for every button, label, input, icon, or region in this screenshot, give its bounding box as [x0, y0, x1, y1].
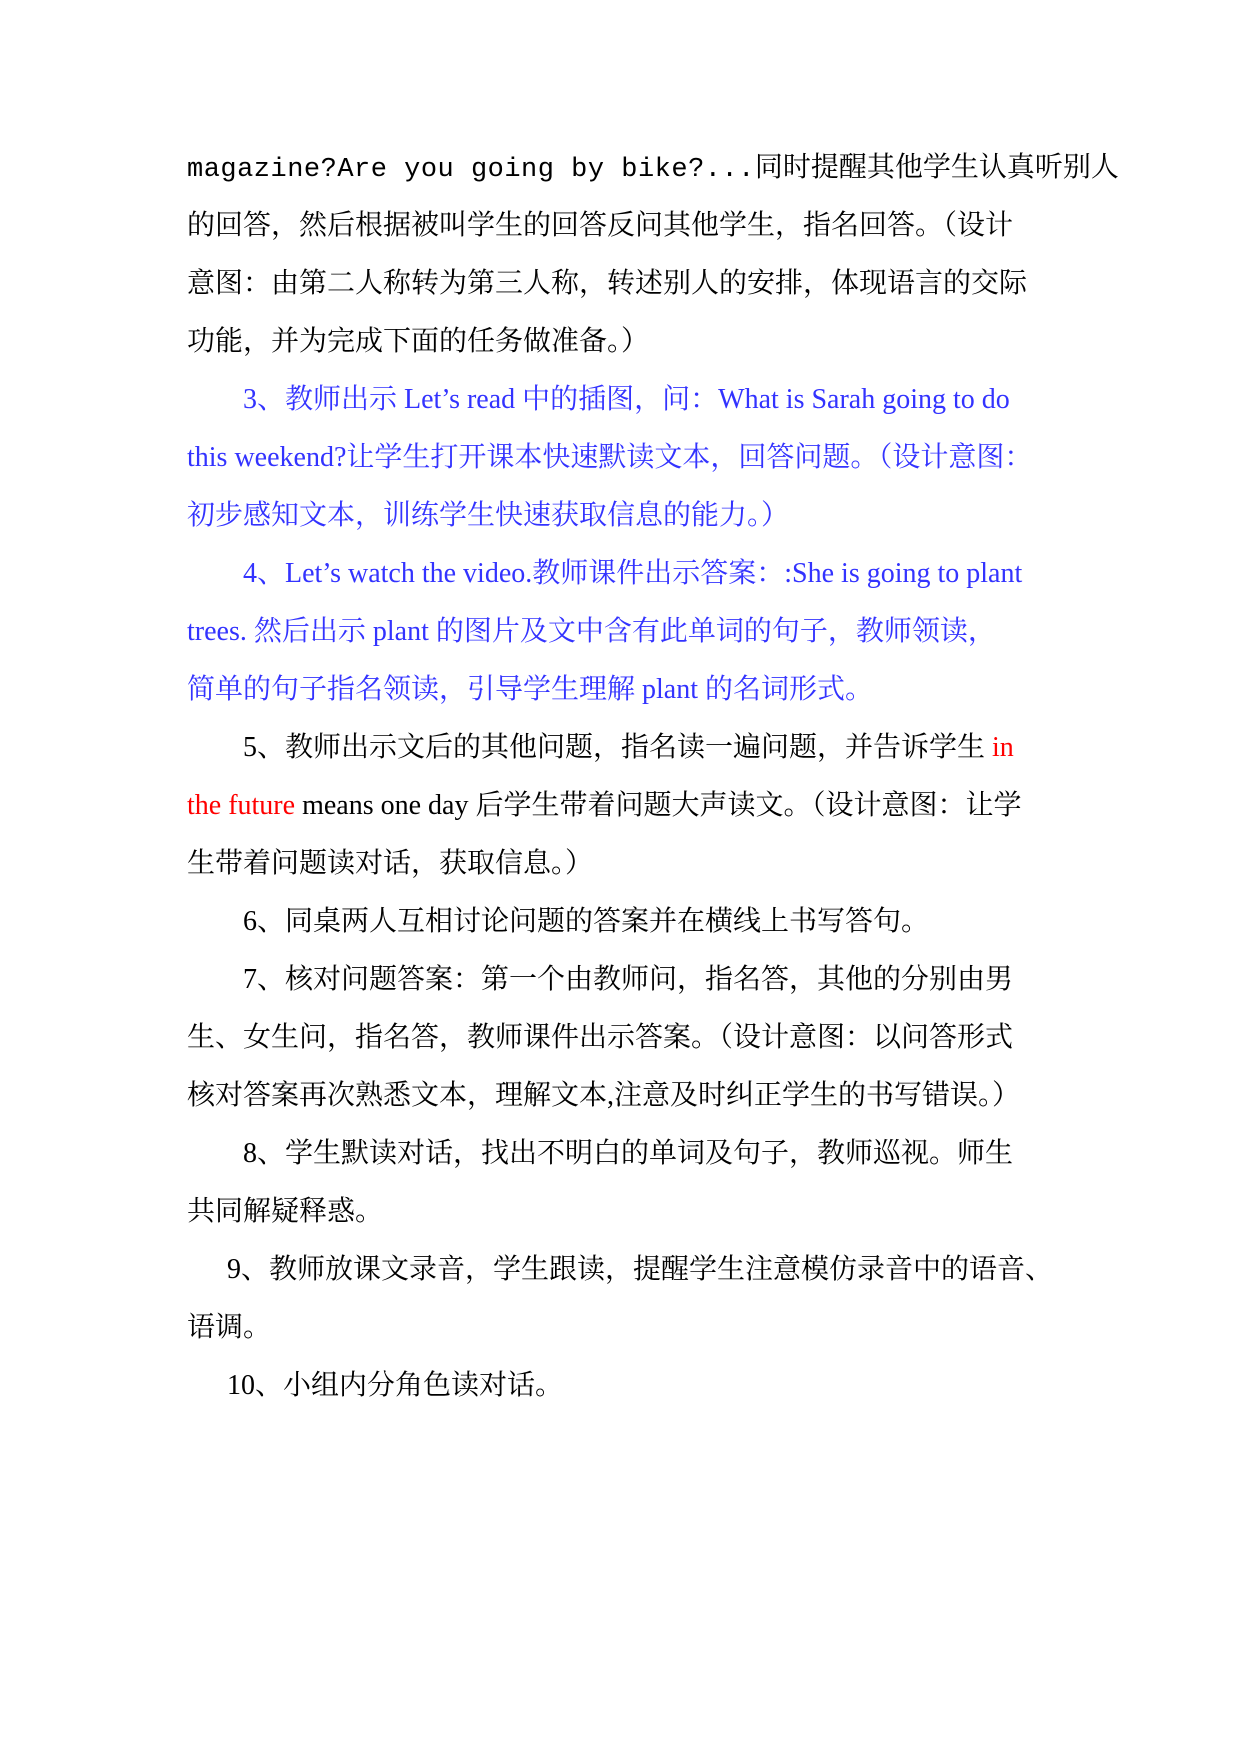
step-3-line-3: 初步感知文本，训练学生快速获取信息的能力。） [187, 500, 790, 531]
paragraph-2-line-2: 的回答，然后根据被叫学生的回答反问其他学生，指名回答。（设计 [187, 210, 1014, 241]
paragraph-2-line-4: 功能，并为完成下面的任务做准备。） [187, 326, 650, 357]
english-question-text: magazine?Are you going by bike?... [187, 155, 755, 185]
step-5-line-3: 生带着问题读对话，获取信息。） [187, 848, 594, 879]
step-8-line-2: 共同解疑释惑。 [187, 1196, 384, 1227]
step-5-line-1 [243, 730, 1014, 766]
step-10-line-1: 10、小组内分角色读对话。 [227, 1370, 564, 1401]
step-9-line-2: 语调。 [187, 1312, 272, 1343]
step-5-line-2 [187, 788, 1021, 824]
step-4-line-3: 简单的句子指名领读，引导学生理解 plant 的名词形式。 [187, 674, 873, 705]
step-3-line-2: this weekend?让学生打开课本快速默读文本，回答问题。（设计意图： [187, 442, 1033, 473]
step-7-line-1: 7、核对问题答案：第一个由教师问，指名答，其他的分别由男 [243, 964, 1014, 995]
step-5-text: 5、教师出示文后的其他问题，指名读一遍问题，并告诉学生 [243, 732, 993, 763]
paragraph-2-continuation-line-1 [187, 150, 1119, 186]
step-8-line-1: 8、学生默读对话，找出不明白的单词及句子，教师巡视。师生 [243, 1138, 1014, 1169]
step-7-line-3: 核对答案再次熟悉文本，理解文本,注意及时纠正学生的书写错误。） [187, 1080, 1021, 1111]
step-7-line-2: 生、女生问，指名答，教师课件出示答案。（设计意图：以问答形式 [187, 1022, 1014, 1053]
paragraph-2-line-3: 意图：由第二人称转为第三人称，转述别人的安排，体现语言的交际 [187, 268, 1028, 299]
step-4-line-1: 4、Let’s watch the video.教师课件出示答案：:She is going to plant [243, 558, 1023, 589]
highlight-the-future: the future [187, 790, 296, 821]
step-5-text-continued: means one day 后学生带着问题大声读文。（设计意图：让学 [295, 790, 1022, 821]
step-4-line-2: trees. 然后出示 plant 的图片及文中含有此单词的句子，教师领读， [187, 616, 996, 647]
chinese-text: 同时提醒其他学生认真听别人 [754, 152, 1119, 183]
step-9-line-1: 9、教师放课文录音，学生跟读，提醒学生注意模仿录音中的语音、 [227, 1254, 1054, 1285]
step-3-line-1: 3、教师出示 Let’s read 中的插图，问：What is Sarah going to do [243, 384, 1010, 415]
highlight-in: in [992, 732, 1014, 763]
step-6-line-1: 6、同桌两人互相讨论问题的答案并在横线上书写答句。 [243, 906, 930, 937]
